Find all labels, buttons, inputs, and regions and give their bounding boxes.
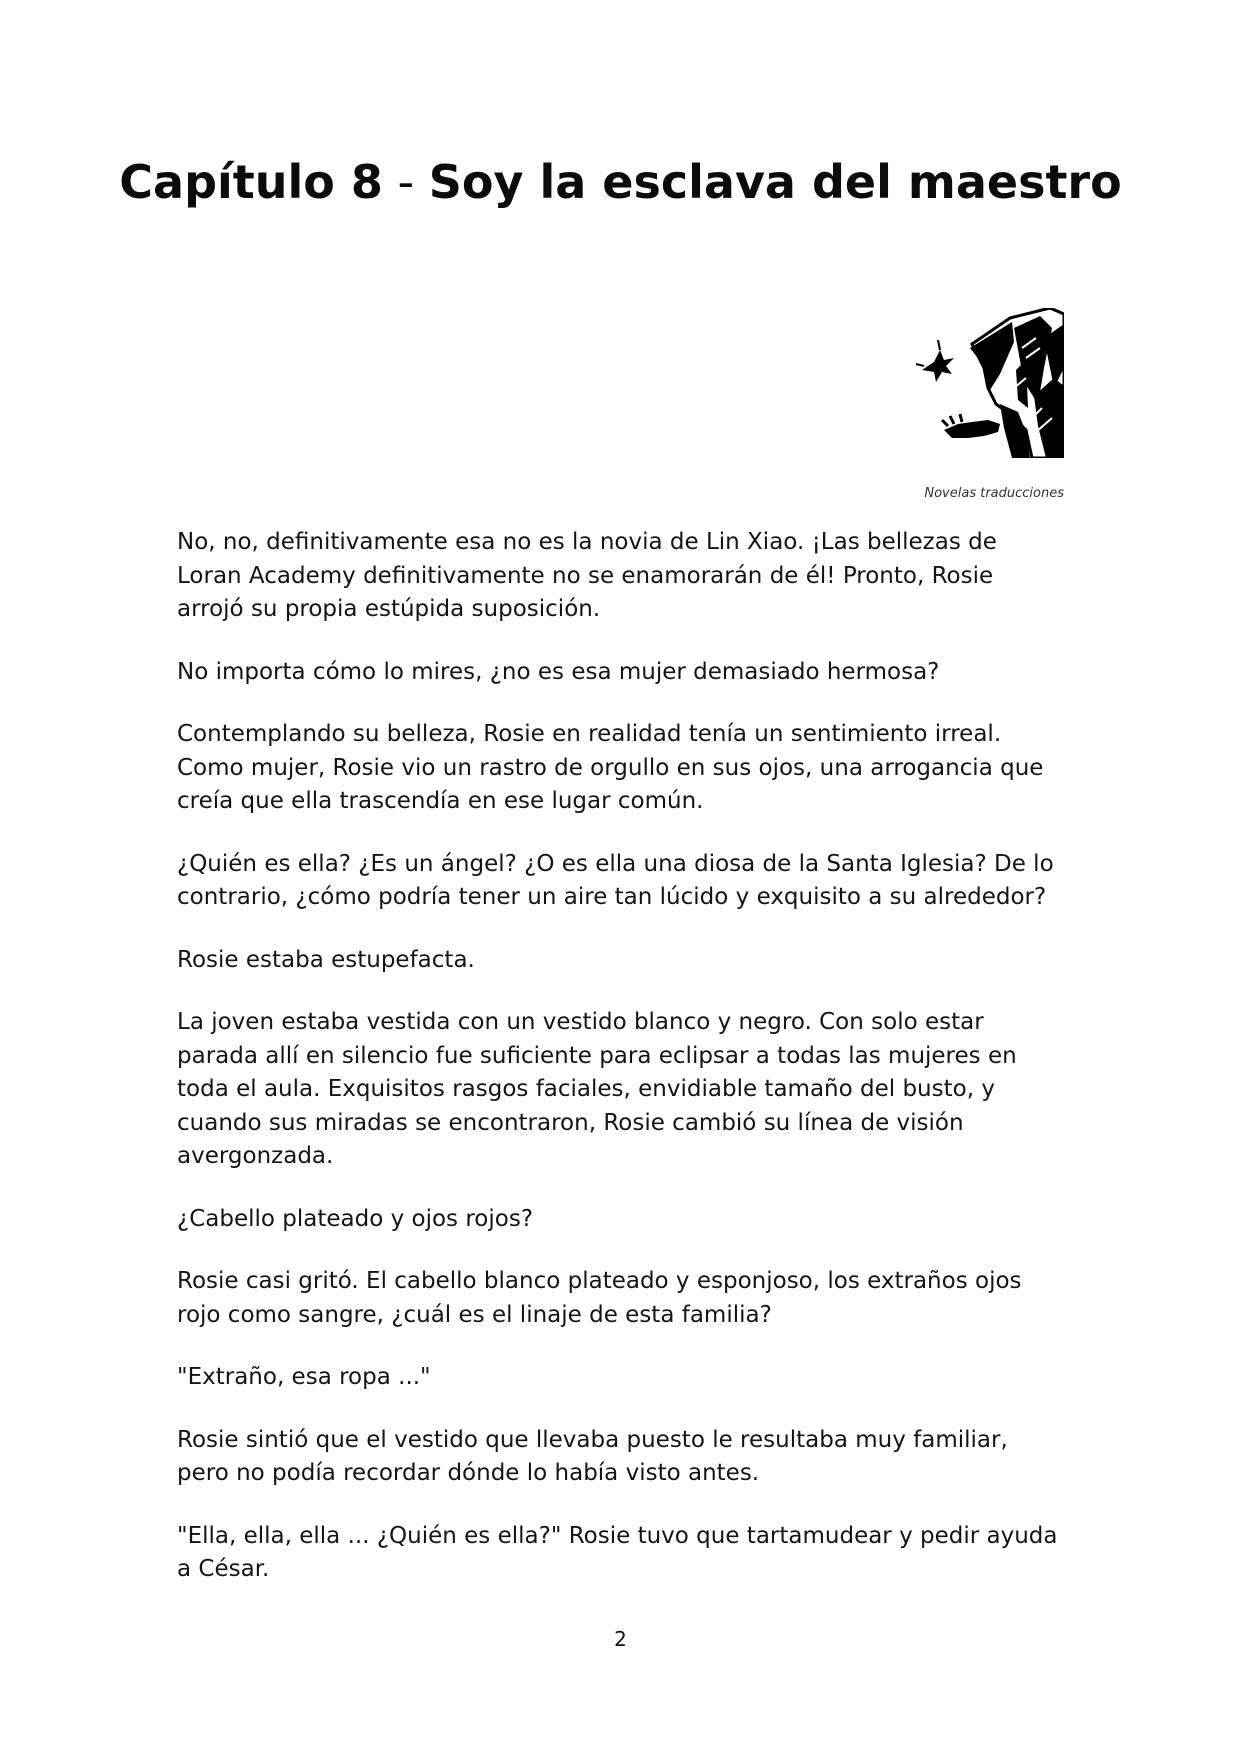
chapter-label: Capítulo 8 — [119, 155, 383, 209]
paragraph: "Ella, ella, ella ... ¿Quién es ella?" Rosie tuvo que tartamudear y pedir ayuda a César. — [177, 1522, 1058, 1582]
logo-caption: Novelas traducciones — [924, 486, 1064, 501]
paragraph: Rosie estaba estupefacta. — [177, 946, 475, 973]
paragraph: ¿Cabello plateado y ojos rojos? — [177, 1205, 534, 1232]
chapter-body — [177, 526, 1065, 1616]
paragraph: La joven estaba vestida con un vestido blanco y negro. Con solo estar parada allí en silencio fue suficiente para eclipsar a todas las mujeres en toda el aula. Exquisitos rasgos faciales, envidiable tamaño del busto, y cuando sus miradas se encontraron, Rosie cambió su línea de visión avergonzada. — [177, 1009, 1017, 1169]
paragraph: No importa cómo lo mires, ¿no es esa mujer demasiado hermosa? — [177, 658, 940, 685]
paragraph: Rosie sintió que el vestido que llevaba puesto le resultaba muy familiar, pero no podía recordar dónde lo había visto antes. — [177, 1426, 1008, 1486]
title-separator: - — [382, 155, 429, 209]
page-number: 2 — [614, 1627, 627, 1651]
paragraph: Rosie casi gritó. El cabello blanco plateado y esponjoso, los extraños ojos rojo como sangre, ¿cuál es el linaje de esta familia? — [177, 1268, 1022, 1328]
hooded-figure-with-bird-icon — [914, 308, 1064, 458]
paragraph: "Extraño, esa ropa ..." — [177, 1364, 431, 1390]
paragraph: No, no, definitivamente esa no es la novia de Lin Xiao. ¡Las bellezas de Loran Academy definitivamente no se enamorarán de él! Pronto, Rosie arrojó su propia estúpida suposición. — [177, 529, 997, 622]
paragraph: ¿Quién es ella? ¿Es un ángel? ¿O es ella una diosa de la Santa Iglesia? De lo contrario, ¿cómo podría tener un aire tan lúcido y exquisito a su alrededor? — [177, 850, 1054, 910]
chapter-subtitle: Soy la esclava del maestro — [428, 155, 1122, 209]
chapter-title — [0, 150, 1241, 214]
paragraph: Contemplando su belleza, Rosie en realidad tenía un sentimiento irreal. Como mujer, Rosie vio un rastro de orgullo en sus ojos, una arrogancia que creía que ella trascendía en ese lugar común. — [177, 721, 1044, 814]
